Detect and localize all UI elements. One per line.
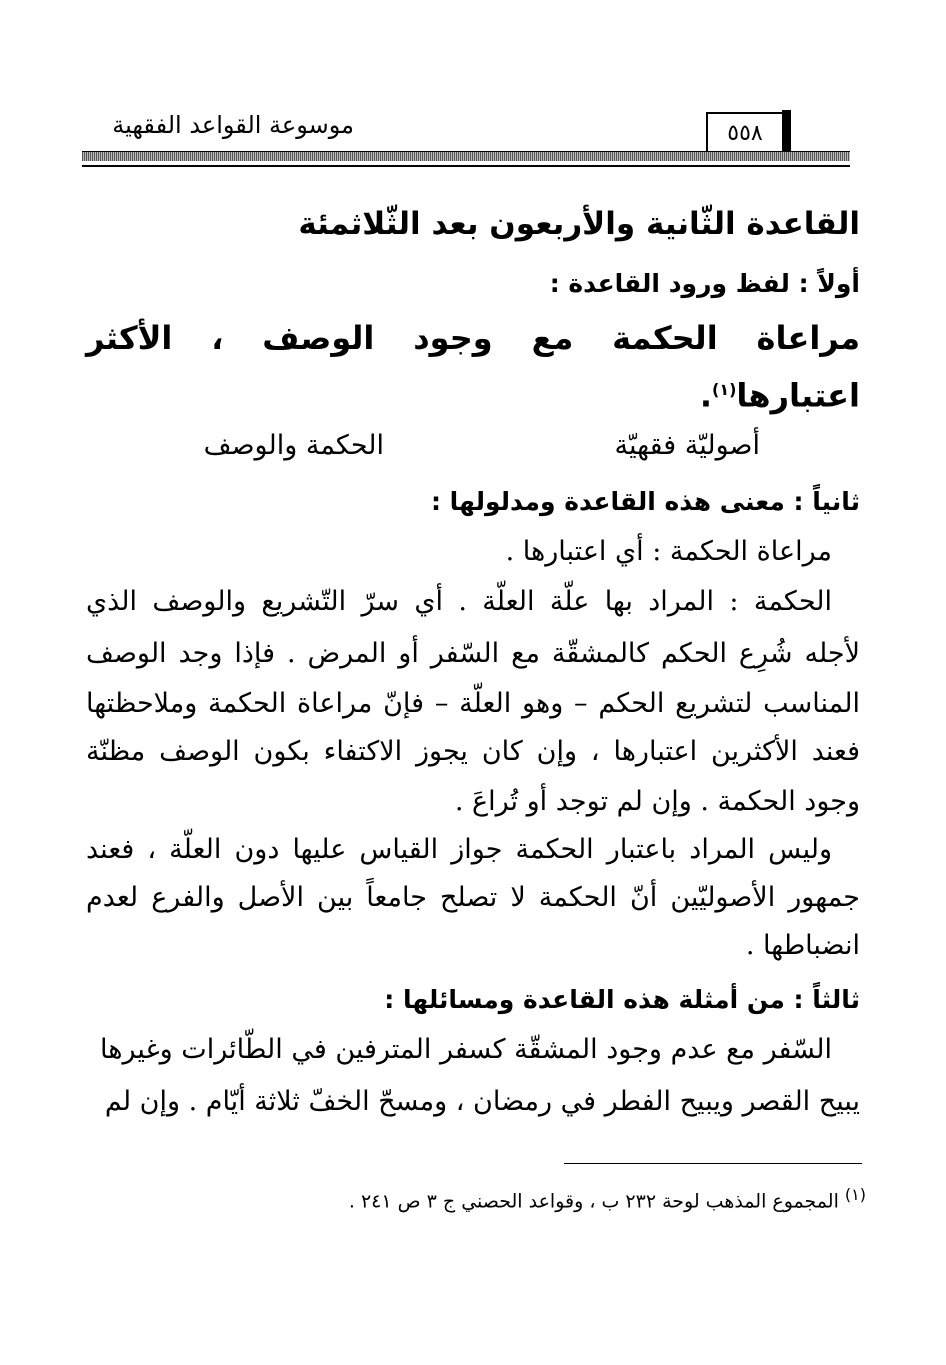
meaning-line: انضباطها . [745, 930, 860, 961]
meaning-line: الحكمة : المراد بها علّة العلّة . أي سرّ التّشريع والوصف الذي [86, 586, 832, 617]
section-heading-examples: ثالثاً : من أمثلة هذه القاعدة ومسائلها : [384, 985, 860, 1014]
rule-text-end: اعتبارها [736, 376, 860, 415]
example-line: يبيح القصر ويبيح الفطر في رمضان ، ومسحّ الخفّ ثلاثة أيّام . وإن لم [104, 1086, 860, 1117]
meaning-line: وجود الحكمة . وإن لم توجد أو تُراعَ . [454, 786, 860, 817]
keyword-classification: أصوليّة فقهيّة [614, 430, 760, 461]
footnote-rule [564, 1163, 862, 1164]
footnote-text: المجموع المذهب لوحة ٢٣٢ ب ، وقواعد الحصني ج ٣ ص ٢٤١ . [348, 1190, 839, 1213]
page-number: ٥٥٨ [706, 112, 784, 152]
section-heading-wording: أولاً : لفظ ورود القاعدة : [549, 269, 860, 298]
rule-title: القاعدة الثّانية والأربعون بعد الثّلاثمئة [298, 206, 860, 242]
rule-text-line-2 [700, 370, 860, 416]
meaning-line: مراعاة الحكمة : أي اعتبارها . [505, 536, 832, 567]
footnote-marker: (١) [844, 1185, 866, 1204]
meaning-line: لأجله شُرِع الحكم كالمشقّة مع السّفر أو المرض . فإذا وجد الوصف [86, 638, 860, 669]
header-rule [82, 151, 850, 161]
rule-text-line-1: مراعاة الحكمة مع وجود الوصف ، الأكثر [86, 319, 860, 357]
section-heading-meaning: ثانياً : معنى هذه القاعدة ومدلولها : [430, 487, 860, 516]
meaning-line: وليس المراد باعتبار الحكمة جواز القياس عليها دون العلّة ، فعند [86, 834, 832, 865]
footnote-ref: (١) [712, 380, 737, 399]
running-header-title: موسوعة القواعد الفقهية [112, 111, 354, 139]
meaning-line: جمهور الأصوليّين أنّ الحكمة لا تصلح جامعاً بين الأصل والفرع لعدم [86, 882, 860, 913]
keyword-topic: الحكمة والوصف [203, 430, 384, 461]
example-line: السّفر مع عدم وجود المشقّة كسفر المترفين في الطّائرات وغيرها [100, 1034, 832, 1065]
meaning-line: المناسب لتشريع الحكم – وهو العلّة – فإنّ مراعاة الحكمة وملاحظتها [86, 688, 860, 719]
header-rule-thin [82, 165, 850, 167]
rule-text-period: . [699, 376, 713, 415]
meaning-line: فعند الأكثرين اعتبارها ، وإن كان يجوز الاكتفاء بكون الوصف مظنّة [86, 736, 860, 767]
footnote [349, 1180, 866, 1216]
